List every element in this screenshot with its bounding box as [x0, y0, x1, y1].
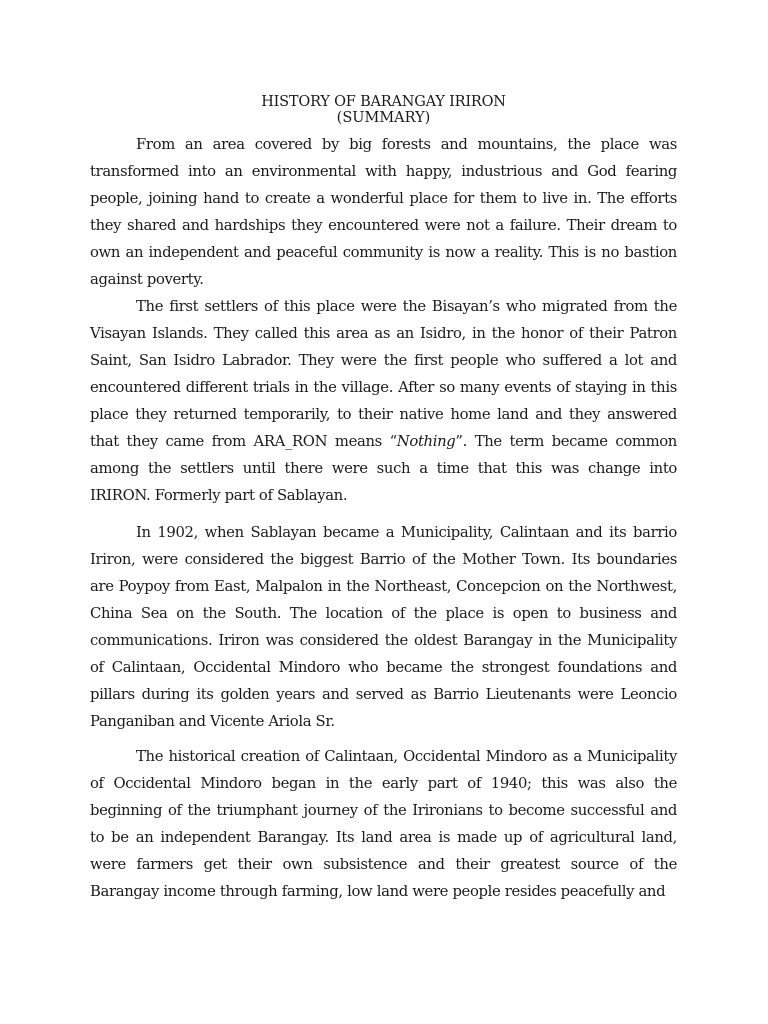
paragraph-settlers-text-2: ”. The term became common among the settlers until there were such a time that this was change into IRIRON. Formerly part of Sablayan.	[90, 433, 677, 504]
paragraph-1902: In 1902, when Sablayan became a Municipality, Calintaan and its barrio Iriron, were considered the biggest Barrio of the Mother Town. Its boundaries are Poypoy from East, Malpalon in the Northeast, Concepcion on the Northwest, China Sea on the South. The location of the place is open to business and communications. Iriron was considered the oldest Barangay in the Municipality of Calintaan, Occidental Mindoro who became the strongest foundations and pillars during its golden years and served as Barrio Lieutenants were Leoncio Panganiban and Vicente Ariola Sr.	[90, 524, 677, 730]
document-page	[90, 94, 677, 905]
page-title: HISTORY OF BARANGAY IRIRON	[261, 94, 506, 110]
paragraph-settlers-text-1: The first settlers of this place were the Bisayan’s who migrated from the Visayan Islands. They called this area as an Isidro, in the honor of their Patron Saint, San Isidro Labrador. They were the first people who suffered a lot and encountered different trials in the village. After so many events of staying in this place they returned temporarily, to their native home land and they answered that they came from ARA_RON means “	[90, 298, 677, 450]
page-subtitle: (SUMMARY)	[336, 110, 431, 126]
nothing-emphasis: Nothing	[396, 433, 456, 450]
paragraph-calintaan: The historical creation of Calintaan, Occidental Mindoro as a Municipality of Occidental Mindoro began in the early part of 1940; this was also the beginning of the triumphant journey of the Irironians to become successful and to be an independent Barangay. Its land area is made up of agricultural land, were farmers get their own subsistence and their greatest source of the Barangay income through farming, low land were people resides peacefully and	[90, 748, 677, 900]
paragraph-intro: From an area covered by big forests and mountains, the place was transformed into an environmental with happy, industrious and God fearing people, joining hand to create a wonderful place for them to live in. The efforts they shared and hardships they encountered were not a failure. Their dream to own an independent and peaceful community is now a reality. This is no bastion against poverty.	[90, 136, 677, 288]
paragraph-settlers	[90, 293, 677, 509]
